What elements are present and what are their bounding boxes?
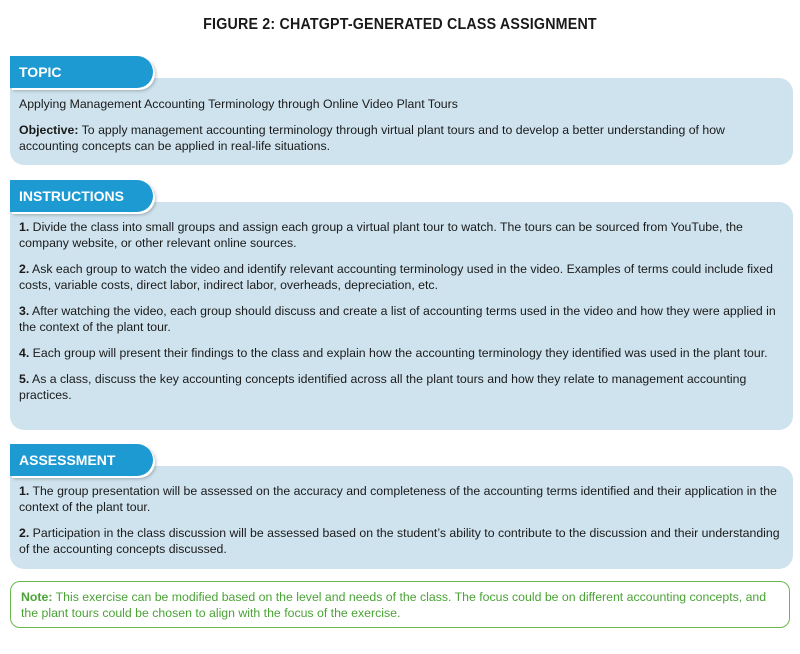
instruction-item: 1. Divide the class into small groups and assign each group a virtual plant tour to watch. The tours can be sourced from YouTube, the company website, or other relevant online sources. (19, 220, 743, 250)
instruction-item: 3. After watching the video, each group should discuss and create a list of accounting terms used in the video and how they were applied in the context of the plant tour. (19, 304, 776, 334)
note-label: Note: (21, 590, 53, 604)
topic-panel (10, 78, 793, 165)
topic-heading: TOPIC (10, 56, 153, 88)
objective-text: To apply management accounting terminology through virtual plant tours and to develop a better understanding of how accounting concepts can be applied in real-life situations. (19, 123, 725, 153)
instructions-panel (10, 202, 793, 430)
assessment-heading: ASSESSMENT (10, 444, 153, 476)
instruction-item: 4. Each group will present their findings to the class and explain how the accounting terminology they identified was used in the plant tour. (19, 346, 768, 360)
assessment-item: 1. The group presentation will be assessed on the accuracy and completeness of the accounting terms identified and their application in the context of the plant tour. (19, 484, 777, 514)
topic-text: Applying Management Accounting Terminology through Online Video Plant Tours (19, 97, 458, 111)
assessment-panel (10, 466, 793, 569)
instruction-item: 5. As a class, discuss the key accounting concepts identified across all the plant tours and how they relate to management accounting practices. (19, 372, 747, 402)
note-box (10, 581, 790, 628)
figure-title: FIGURE 2: CHATGPT-GENERATED CLASS ASSIGNMENT (203, 16, 597, 33)
assessment-item: 2. Participation in the class discussion will be assessed based on the student’s ability to contribute to the discussion and their understanding of the accounting concepts discussed. (19, 526, 780, 556)
instructions-heading: INSTRUCTIONS (10, 180, 153, 212)
objective (19, 122, 785, 154)
instruction-item: 2. Ask each group to watch the video and identify relevant accounting terminology used in the video. Examples of terms could include fixed costs, variable costs, direct labor, indirect labor, overheads, depreciation, etc. (19, 262, 773, 292)
objective-label: Objective: (19, 123, 79, 137)
note-text: This exercise can be modified based on the level and needs of the class. The focus could be on different accounting concepts, and the plant tours could be chosen to align with the focus of the exercise. (21, 590, 767, 620)
